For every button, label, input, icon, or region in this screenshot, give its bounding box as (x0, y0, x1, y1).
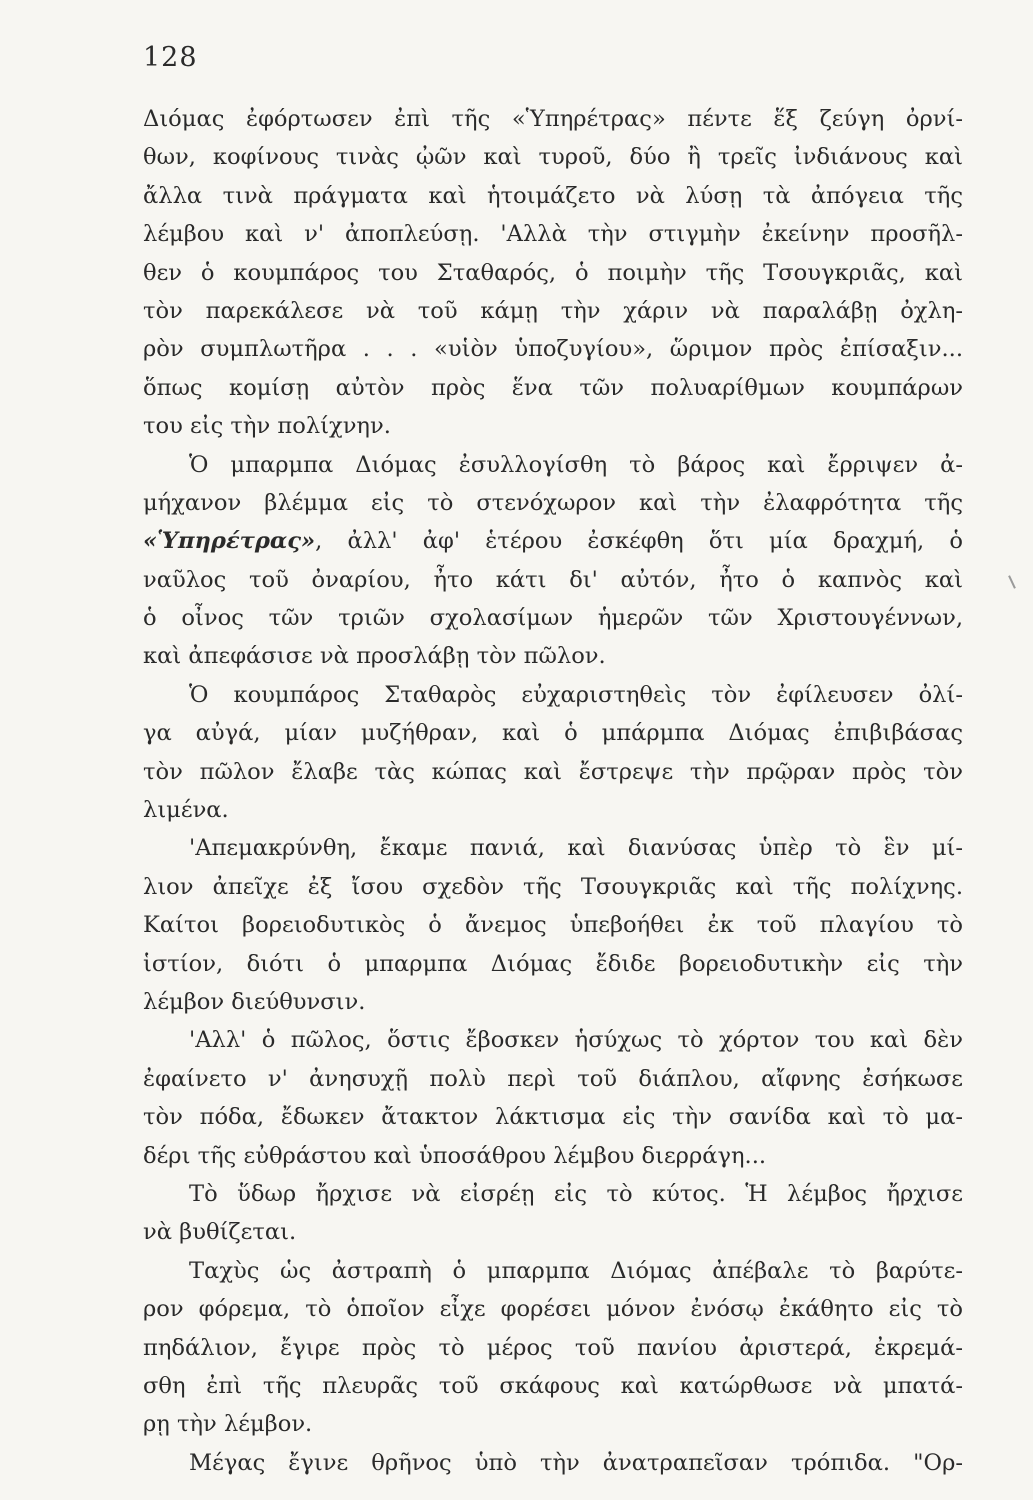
text-line: νὰ βυθίζεται. (143, 1219, 297, 1246)
text-line: θων, κοφίνους τινὰς ᾠῶν καὶ τυροῦ, δύο ἢ τρεῖς ἰνδιάνους καὶ (143, 144, 963, 171)
margin-mark (1008, 575, 1016, 589)
text-line: γα αὐγά, μίαν μυζήθραν, καὶ ὁ μπάρμπα Διόμας ἐπιβιβάσας (143, 720, 963, 747)
text-line: ἱστίον, διότι ὁ μπαρμπα Διόμας ἔδιδε βορειοδυτικὴν εἰς τὴν (143, 950, 963, 977)
text-line: τὸν πόδα, ἔδωκεν ἄτακτον λάκτισμα εἰς τὴν σανίδα καὶ τὸ μα- (143, 1104, 963, 1131)
text-line: καὶ ἀπεφάσισε νὰ προσλάβῃ τὸν πῶλον. (143, 643, 606, 670)
text-line: ἄλλα τινὰ πράγματα καὶ ἡτοιμάζετο νὰ λύσῃ τὰ ἀπόγεια τῆς (143, 182, 963, 209)
text-line: ὁ οἶνος τῶν τριῶν σχολασίμων ἡμερῶν τῶν Χριστουγέννων, (143, 605, 963, 632)
text-line: Ὁ μπαρμπα Διόμας ἐσυλλογίσθη τὸ βάρος καὶ ἔρριψεν ἀ- (189, 451, 963, 478)
text-line: ρον φόρεμα, τὸ ὁποῖον εἶχε φορέσει μόνον ἐνόσῳ ἐκάθητο εἰς τὸ (143, 1296, 963, 1323)
text-line: 'Αλλ' ὁ πῶλος, ὅστις ἔβοσκεν ἡσύχως τὸ χόρτον του καὶ δὲν (189, 1027, 963, 1054)
emphasized-title: «Ὑπηρέτρας» (143, 528, 316, 555)
text-line: λέμβον διεύθυνσιν. (143, 988, 366, 1015)
text-line: «Ὑπηρέτρας», ἀλλ' ἀφ' ἑτέρου ἐσκέφθη ὅτι μία δραχμή, ὁ (143, 528, 963, 555)
text-line: 'Απεμακρύνθη, ἔκαμε πανιά, καὶ διανύσας ὑπὲρ τὸ ἓν μί- (189, 835, 963, 862)
text-line: ναῦλος τοῦ ὀναρίου, ἦτο κάτι δι' αὐτόν, ἦτο ὁ καπνὸς καὶ (143, 566, 963, 593)
text-line: Τὸ ὕδωρ ἤρχισε νὰ εἰσρέῃ εἰς τὸ κύτος. Ἡ λέμβος ἤρχισε (189, 1180, 963, 1207)
text-line: ὅπως κομίσῃ αὐτὸν πρὸς ἕνα τῶν πολυαρίθμων κουμπάρων (143, 374, 963, 401)
text-line: τὸν πῶλον ἔλαβε τὰς κώπας καὶ ἔστρεψε τὴν πρῷραν πρὸς τὸν (143, 758, 963, 785)
text-line: λέμβου καὶ ν' ἀποπλεύσῃ. 'Αλλὰ τὴν στιγμὴν ἐκείνην προσῆλ- (143, 221, 963, 248)
text-line: θεν ὁ κουμπάρος του Σταθαρός, ὁ ποιμὴν τῆς Τσουγκριᾶς, καὶ (143, 259, 963, 286)
text-line: πηδάλιον, ἔγιρε πρὸς τὸ μέρος τοῦ πανίου ἀριστερά, ἐκρεμά- (143, 1334, 963, 1361)
page-number: 128 (143, 42, 198, 73)
text-line: μήχανον βλέμμα εἰς τὸ στενόχωρον καὶ τὴν ἐλαφρότητα τῆς (143, 489, 963, 516)
text-line: Καίτοι βορειοδυτικὸς ὁ ἄνεμος ὑπεβοήθει ἐκ τοῦ πλαγίου τὸ (143, 912, 963, 939)
text-line: λιμένα. (143, 797, 229, 824)
text-line: ρὸν συμπλωτῆρα . . . «υἱὸν ὑποζυγίου», ὥριμον πρὸς ἐπίσαξιν... (143, 336, 963, 363)
text-line: Μέγας ἔγινε θρῆνος ὑπὸ τὴν ἀνατραπεῖσαν τρόπιδα. "Ορ- (189, 1449, 963, 1476)
text-line: Ταχὺς ὡς ἀστραπὴ ὁ μπαρμπα Διόμας ἀπέβαλε τὸ βαρύτε- (189, 1257, 963, 1284)
text-line: Ὁ κουμπάρος Σταθαρὸς εὐχαριστηθεὶς τὸν ἐφίλευσεν ὀλί- (189, 681, 963, 708)
text-line: Διόμας ἐφόρτωσεν ἐπὶ τῆς «Ὑπηρέτρας» πέντε ἕξ ζεύγη ὀρνί- (143, 106, 963, 132)
text-line: λιον ἀπεῖχε ἐξ ἴσου σχεδὸν τῆς Τσουγκριᾶς καὶ τῆς πολίχνης. (143, 873, 963, 900)
text-line: δέρι τῆς εὐθράστου καὶ ὑποσάθρου λέμβου διερράγη... (143, 1142, 767, 1169)
text-line: τὸν παρεκάλεσε νὰ τοῦ κάμῃ τὴν χάριν νὰ παραλάβῃ ὀχλη- (143, 297, 963, 324)
text-line: ρῃ τὴν λέμβον. (143, 1411, 313, 1438)
text-line: ἐφαίνετο ν' ἀνησυχῇ πολὺ περὶ τοῦ διάπλου, αἴφνης ἐσήκωσε (143, 1065, 963, 1092)
text-line: σθη ἐπὶ τῆς πλευρᾶς τοῦ σκάφους καὶ κατώρθωσε νὰ μπατά- (143, 1372, 963, 1399)
text-line: του εἰς τὴν πολίχνην. (143, 413, 391, 440)
body-text (143, 100, 963, 1482)
